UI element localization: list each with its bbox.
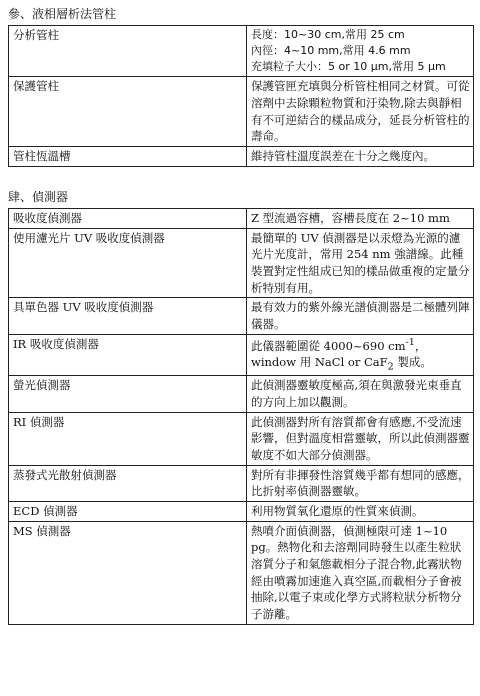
row-description: 最有效力的紫外線光譜偵測器是二極體列陣儀器。: [247, 298, 474, 334]
desc-text: ，window 用 NaCl or CaF: [251, 338, 427, 370]
row-description: 維持管柱溫度誤差在十分之幾度內。: [247, 146, 474, 166]
subscript: 2: [387, 361, 394, 373]
table-row: [9, 208, 474, 228]
spec-length: 長度：10~30 cm,常用 25 cm: [251, 28, 405, 42]
row-description: 此偵測器對所有溶質都會有感應,不受流速影響，但對溫度相當靈敏，所以此偵測器靈敏度不如大部分偵測器。: [247, 412, 474, 465]
row-label: 管柱恆溫槽: [9, 146, 247, 166]
table-row: [9, 502, 474, 522]
detectors-table: [8, 208, 474, 625]
row-label: 具單色器 UV 吸收度偵測器: [9, 298, 247, 334]
row-description: Z 型流過容槽，容槽長度在 2~10 mm: [247, 208, 474, 228]
row-label: 蒸發式光散射偵測器: [9, 465, 247, 501]
row-description: 對所有非揮發性溶質幾乎都有想同的感應，比折射率偵測器靈敏。: [247, 465, 474, 501]
row-label: MS 偵測器: [9, 521, 247, 624]
table-row: [9, 376, 474, 412]
table-row: [9, 298, 474, 334]
section-heading-columns: 參、液相層析法管柱: [8, 7, 117, 21]
table-row: [9, 228, 474, 298]
row-description: 熱噴介面偵測器，偵測極限可達 1~10 pg。熱物化和去溶劑同時發生以產生粒狀溶質分子和氣態載相分子混合物,此霧狀物經由噴霧加速進入真空區,而載相分子會被抽除,以電子束或化學方式將粒狀分析物分子游離。: [247, 521, 474, 624]
table-row: [9, 465, 474, 501]
table-row: [9, 26, 474, 77]
row-description: 此偵測器靈敏度極高,須在與激發光束垂直的方向上加以觀測。: [247, 376, 474, 412]
row-description: 利用物質氧化還原的性質來偵測。: [247, 502, 474, 522]
row-label: RI 偵測器: [9, 412, 247, 465]
desc-text: 此儀器範圍從 4000~690 cm: [251, 338, 406, 353]
desc-text: 製成。: [393, 355, 432, 370]
table-row: [9, 521, 474, 624]
spec-inner-diameter: 內徑：4~10 mm,常用 4.6 mm: [251, 44, 411, 58]
table-row: [9, 412, 474, 465]
section-heading-detectors: 肆、偵測器: [8, 189, 69, 204]
row-label: 保護管柱: [9, 77, 247, 147]
table-row: [9, 334, 474, 376]
row-label: IR 吸收度偵測器: [9, 334, 247, 376]
row-description: 最簡單的 UV 偵測器是以汞燈為光源的濾光片光度計，常用 254 nm 強譜線。此種裝置對定性組成已知的樣品做重複的定量分析特別有用。: [247, 228, 474, 298]
row-description: [247, 26, 474, 77]
row-label: 分析管柱: [9, 26, 247, 77]
row-label: 螢光偵測器: [9, 376, 247, 412]
row-description: [247, 334, 474, 376]
spec-particle-size: 充填粒子大小：5 or 10 μm,常用 5 μm: [251, 60, 446, 74]
superscript: -1: [405, 336, 415, 348]
columns-table: [8, 25, 474, 166]
row-label: 吸收度偵測器: [9, 208, 247, 228]
row-description: 保護管匣充填與分析管柱相同之材質。可從溶劑中去除顆粒物質和汙染物,除去與靜相有不可逆結合的樣品成分，延長分析管柱的壽命。: [247, 77, 474, 147]
row-label: ECD 偵測器: [9, 502, 247, 522]
table-row: [9, 146, 474, 166]
table-row: [9, 77, 474, 147]
row-label: 使用濾光片 UV 吸收度偵測器: [9, 228, 247, 298]
document-page: [8, 6, 474, 625]
